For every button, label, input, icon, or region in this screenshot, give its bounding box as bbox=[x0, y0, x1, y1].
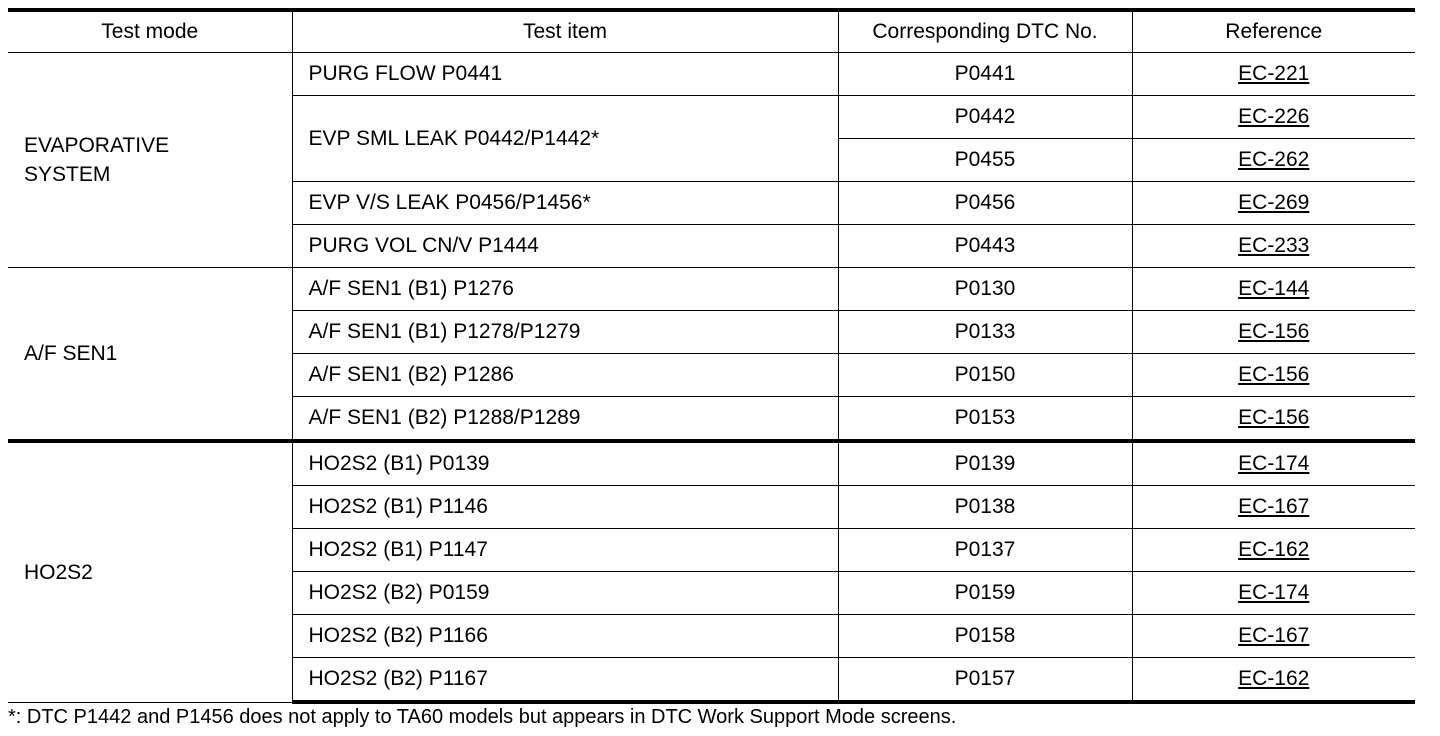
dtc-cell: P0130 bbox=[838, 268, 1132, 311]
reference-link[interactable]: EC-167 bbox=[1238, 495, 1310, 518]
dtc-cell: P0456 bbox=[838, 182, 1132, 225]
header-reference: Reference bbox=[1132, 10, 1415, 53]
reference-link[interactable]: EC-174 bbox=[1238, 581, 1310, 604]
dtc-cell: P0159 bbox=[838, 572, 1132, 615]
table-header-row bbox=[8, 10, 1415, 53]
dtc-cell: P0133 bbox=[838, 311, 1132, 354]
dtc-cell: P0158 bbox=[838, 615, 1132, 658]
test-item-cell: HO2S2 (B2) P1167 bbox=[292, 658, 838, 703]
test-item-cell: HO2S2 (B2) P0159 bbox=[292, 572, 838, 615]
dtc-cell: P0442 bbox=[838, 96, 1132, 139]
test-item-cell: HO2S2 (B1) P0139 bbox=[292, 441, 838, 486]
test-item-cell: EVP V/S LEAK P0456/P1456* bbox=[292, 182, 838, 225]
reference-link[interactable]: EC-174 bbox=[1238, 452, 1310, 475]
reference-cell bbox=[1132, 96, 1415, 139]
reference-cell bbox=[1132, 139, 1415, 182]
footnote: *: DTC P1442 and P1456 does not apply to TA60 models but appears in DTC Work Support Mode screens. bbox=[8, 706, 957, 728]
reference-cell bbox=[1132, 182, 1415, 225]
reference-cell bbox=[1132, 615, 1415, 658]
reference-link[interactable]: EC-262 bbox=[1238, 148, 1310, 171]
test-item-cell: HO2S2 (B1) P1147 bbox=[292, 529, 838, 572]
test-item-cell: HO2S2 (B1) P1146 bbox=[292, 486, 838, 529]
reference-link[interactable]: EC-162 bbox=[1238, 538, 1310, 561]
reference-cell bbox=[1132, 268, 1415, 311]
reference-link[interactable]: EC-233 bbox=[1238, 234, 1310, 257]
reference-cell bbox=[1132, 225, 1415, 268]
table-row bbox=[8, 268, 1415, 311]
header-test-item: Test item bbox=[292, 10, 838, 53]
dtc-cell: P0443 bbox=[838, 225, 1132, 268]
test-item-cell: A/F SEN1 (B1) P1278/P1279 bbox=[292, 311, 838, 354]
table-row bbox=[8, 441, 1415, 486]
dtc-cell: P0139 bbox=[838, 441, 1132, 486]
test-mode-cell: HO2S2 bbox=[8, 441, 292, 702]
test-item-cell: PURG FLOW P0441 bbox=[292, 53, 838, 96]
dtc-cell: P0138 bbox=[838, 486, 1132, 529]
test-item-cell: A/F SEN1 (B1) P1276 bbox=[292, 268, 838, 311]
reference-cell bbox=[1132, 53, 1415, 96]
reference-link[interactable]: EC-167 bbox=[1238, 624, 1310, 647]
reference-link[interactable]: EC-156 bbox=[1238, 363, 1310, 386]
reference-link[interactable]: EC-162 bbox=[1238, 667, 1310, 690]
reference-link[interactable]: EC-226 bbox=[1238, 105, 1310, 128]
reference-cell bbox=[1132, 658, 1415, 703]
reference-link[interactable]: EC-144 bbox=[1238, 277, 1310, 300]
test-mode-cell: A/F SEN1 bbox=[8, 268, 292, 442]
dtc-reference-table bbox=[8, 8, 1415, 704]
test-item-cell: HO2S2 (B2) P1166 bbox=[292, 615, 838, 658]
reference-cell bbox=[1132, 354, 1415, 397]
header-dtc-no: Corresponding DTC No. bbox=[838, 10, 1132, 53]
reference-cell bbox=[1132, 529, 1415, 572]
dtc-cell: P0441 bbox=[838, 53, 1132, 96]
table-body bbox=[8, 53, 1415, 703]
reference-cell bbox=[1132, 441, 1415, 486]
test-item-cell: PURG VOL CN/V P1444 bbox=[292, 225, 838, 268]
test-item-cell: A/F SEN1 (B2) P1288/P1289 bbox=[292, 397, 838, 442]
reference-cell bbox=[1132, 397, 1415, 442]
dtc-cell: P0137 bbox=[838, 529, 1132, 572]
dtc-cell: P0150 bbox=[838, 354, 1132, 397]
test-item-cell: A/F SEN1 (B2) P1286 bbox=[292, 354, 838, 397]
reference-cell bbox=[1132, 572, 1415, 615]
reference-link[interactable]: EC-269 bbox=[1238, 191, 1310, 214]
reference-link[interactable]: EC-156 bbox=[1238, 406, 1310, 429]
dtc-cell: P0157 bbox=[838, 658, 1132, 703]
dtc-cell: P0455 bbox=[838, 139, 1132, 182]
dtc-cell: P0153 bbox=[838, 397, 1132, 442]
test-mode-cell: EVAPORATIVE SYSTEM bbox=[8, 53, 292, 268]
header-test-mode: Test mode bbox=[8, 10, 292, 53]
test-item-cell: EVP SML LEAK P0442/P1442* bbox=[292, 96, 838, 182]
reference-link[interactable]: EC-221 bbox=[1238, 62, 1310, 85]
reference-cell bbox=[1132, 486, 1415, 529]
reference-link[interactable]: EC-156 bbox=[1238, 320, 1310, 343]
table-row bbox=[8, 53, 1415, 96]
reference-cell bbox=[1132, 311, 1415, 354]
